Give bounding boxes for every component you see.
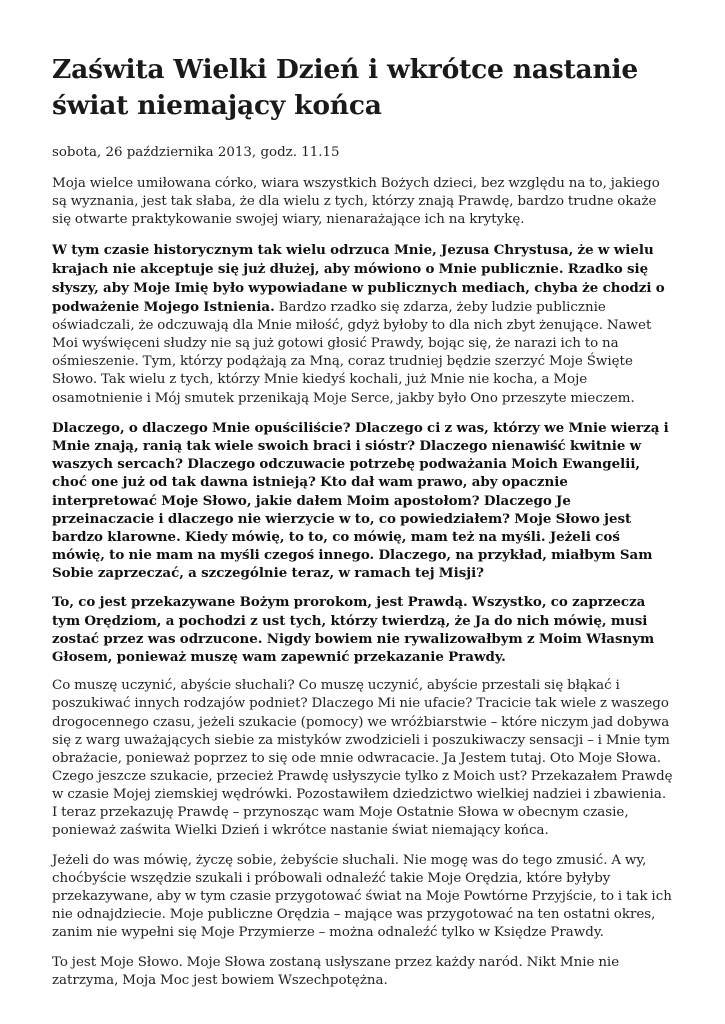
paragraph-2 bbox=[52, 241, 674, 408]
paragraph-4: To, co jest przekazywane Bożym prorokom, jest Prawdą. Wszystko, co zaprzecza tym Orędziom, a pochodzi z ust tych, którzy twierdzą, że Ja do nich mówię, musi zostać przez was odrzucone. Nigdy bowiem nie rywalizowałbym z Moim Własnym Głosem, ponieważ muszę wam zapewnić przekazanie Prawdy. bbox=[52, 594, 655, 665]
paragraph-5: Co muszę uczynić, abyście słuchali? Co muszę uczynić, abyście przestali się błąkać i poszukiwać innych rodzajów podniet? Dlaczego Mi nie ufacie? Tracicie tak wiele z waszego drogocennego czasu, jeżeli szukacie (pomocy) we wróżbiarstwie – które niczym jad dobywa się z warg uważających siebie za mistyków zwodzicieli i poszukiwaczy sensacji – i Mnie tym obrażacie, ponieważ poprzez to się ode mnie odwracacie. Ja Jestem tutaj. Oto Moje Słowa. Czego jeszcze szukacie, przecież Prawdę usłyszycie tylko z Moich ust? Przekazałem Prawdę w czasie Mojej ziemskiej wędrówki. Pozostawiłem dziedzictwo wielkiej nadziei i zbawienia. I teraz przekazuję Prawdę – przynosząc wam Moje Ostatnie Słowa w obecnym czasie, ponieważ zaświta Wielki Dzień i wkrótce nastanie świat niemający końca. bbox=[52, 678, 673, 839]
paragraph-2-bold-lead: W tym czasie historycznym tak wielu odrzuca Mnie, Jezusa Chrystusa, że w wielu krajach nie akceptuje się już dłużej, aby mówiono o Mnie publicznie. Rzadko się słyszy, aby Moje Imię było wypowiadane w publicznych mediach, chyba że chodzi o podważenie Mojego Istnienia. bbox=[52, 241, 665, 316]
paragraph-3: Dlaczego, o dlaczego Mnie opuściliście? Dlaczego ci z was, którzy we Mnie wierzą i Mnie znają, ranią tak wiele swoich braci i sióstr? Dlaczego nienawiść kwitnie w waszych sercach? Dlaczego odczuwacie potrzebę podważania Moich Ewangelii, choć one już od tak dawna istnieją? Kto dał wam prawo, aby opacznie interpretować Moje Słowo, jakie dałem Moim apostołom? Dlaczego Je przeinaczacie i dlaczego nie wierzycie w to, co powiedziałem? Moje Słowo jest bardzo klarowne. Kiedy mówię, to to, co mówię, mam też na myśli. Jeżeli coś mówię, to nie mam na myśli czegoś innego. Dlaczego, na przykład, miałbym Sam Sobie zaprzeczać, a szczególnie teraz, w ramach tej Misji? bbox=[52, 420, 669, 581]
paragraph-2-rest: Bardzo rzadko się zdarza, żeby ludzie publicznie oświadczali, że odczuwają dla Mnie miłość, gdyż byłoby to dla nich zbyt żenujące. Nawet Moi wyświęceni słudzy nie są już gotowi głosić Prawdy, bojąc się, że narazi ich to na ośmieszenie. Tym, którzy podążają za Mną, coraz trudniej będzie szerzyć Moje Święte Słowo. Tak wielu z tych, którzy Mnie kiedyś kochali, już Mnie nie kocha, a Moje osamotnienie i Mój smutek przenikają Moje Serce, jakby było Ono przeszyte mieczem. bbox=[52, 300, 652, 406]
paragraph-1: Moja wielce umiłowana córko, wiara wszystkich Bożych dzieci, bez względu na to, jakiego są wyznania, jest tak słaba, że dla wielu z tych, którzy znają Prawdę, bardzo trudne okaże się otwarte praktykowanie swojej wiary, nienarażające ich na krytykę. bbox=[52, 176, 660, 228]
paragraph-7: To jest Moje Słowo. Moje Słowa zostaną usłyszane przez każdy naród. Nikt Mnie nie zatrzyma, Moja Moc jest bowiem Wszechpotężna. bbox=[52, 954, 620, 988]
paragraph-6: Jeżeli do was mówię, życzę sobie, żebyście słuchali. Nie mogę was do tego zmusić. A wy, choćbyście wszędzie szukali i próbowali odnaleźć takie Moje Orędzia, które byłyby przekazywane, aby w tym czasie przygotować świat na Moje Powtórne Przyjście, to i tak ich nie odnajdziecie. Moje publiczne Orędzia – mające was przygotować na ten ostatni okres, zanim nie wypełni się Moje Przymierze – można odnaleźć tylko w Księdze Prawdy. bbox=[52, 852, 672, 941]
article-date: sobota, 26 października 2013, godz. 11.15 bbox=[52, 145, 340, 160]
document-page bbox=[52, 52, 674, 1001]
article-title: Zaświta Wielki Dzień i wkrótce nastanie świat niemający końca bbox=[52, 54, 639, 121]
